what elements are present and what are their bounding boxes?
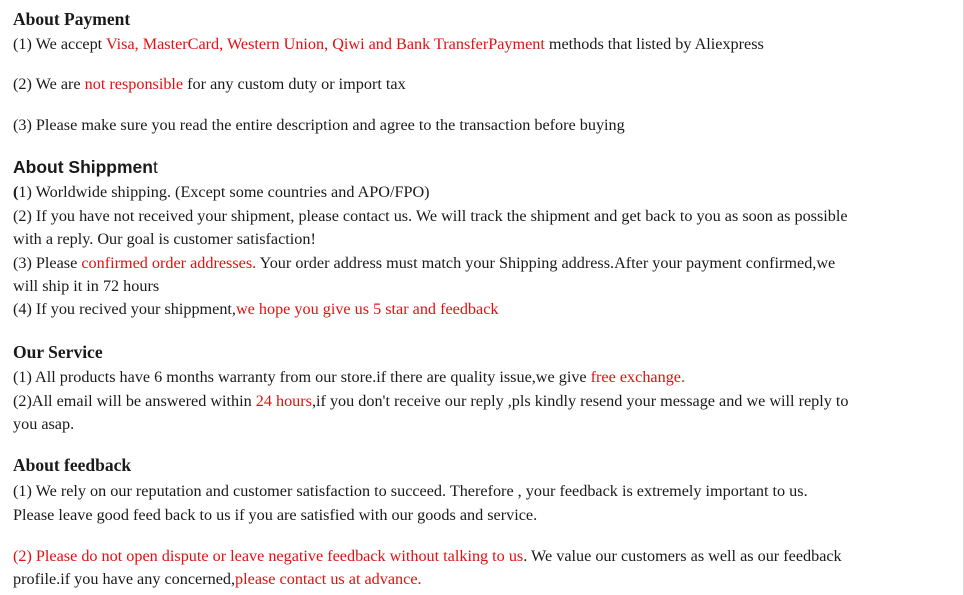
payment-line-2-suffix: for any custom duty or import tax	[183, 75, 406, 93]
shipment-heading-end: t	[152, 157, 158, 177]
shipment-item-4-prefix: (4) If you recived your shippment,	[13, 300, 236, 318]
shipment-heading-main: About Shippmen	[13, 157, 153, 177]
shipment-item-2-line-2: with a reply. Our goal is customer satisfaction!	[13, 230, 316, 248]
feedback-item-2-line-1	[13, 545, 842, 568]
payment-line-1	[13, 33, 764, 56]
feedback-item-2-line-2	[13, 568, 422, 591]
payment-methods-highlight: Visa, MasterCard, Western Union, Qiwi and Bank TransferPayment	[105, 35, 545, 53]
no-dispute-highlight: (2) Please do not open dispute or leave negative feedback without talking to us	[13, 547, 524, 565]
shipment-item-3-suffix: Your order address must match your Shipping address.After your payment confirmed,we	[256, 254, 836, 272]
feedback-item-1-line-2: Please leave good feed back to us if you are satisfied with our goods and service.	[13, 506, 538, 524]
service-item-2-line-2: you asap.	[13, 415, 75, 433]
shipment-item-3-line-1	[13, 252, 835, 275]
feedback-heading: About feedback	[13, 455, 132, 475]
shipment-item-2-line-1: (2) If you have not received your shipment, please contact us. We will track the shipment and get back to you as soon as possible	[13, 207, 848, 225]
not-responsible-highlight: not responsible	[84, 75, 184, 93]
shipment-item-1	[13, 181, 430, 204]
feedback-item-1-line-1: (1) We rely on our reputation and customer satisfaction to succeed. Therefore , your feedback is extremely important to us.	[13, 482, 808, 500]
service-item-2-line-1	[13, 390, 849, 413]
shipment-item-1-open: (	[13, 183, 19, 201]
service-heading: Our Service	[13, 342, 103, 362]
service-item-1	[13, 366, 685, 389]
free-exchange-highlight: free exchange.	[590, 368, 686, 386]
payment-line-2	[13, 73, 406, 96]
payment-line-1-suffix: methods that listed by Aliexpress	[544, 35, 764, 53]
service-item-1-prefix: (1) All products have 6 months warranty from our store.if there are quality issue,we give	[13, 368, 591, 386]
payment-line-3: (3) Please make sure you read the entire description and agree to the transaction before buying	[13, 116, 625, 134]
payment-line-1-prefix: (1) We accept	[13, 35, 106, 53]
shipment-item-1-text: 1) Worldwide shipping. (Except some countries and APO/FPO)	[18, 183, 430, 201]
24-hours-highlight: 24 hours	[255, 392, 312, 410]
shipment-item-4	[13, 298, 498, 321]
service-item-2-suffix: ,if you don't receive our reply ,pls kindly resend your message and we will reply to	[311, 392, 849, 410]
feedback-item-2-line-2-prefix: profile.if you have any concerned,	[13, 570, 236, 588]
shipment-item-3-line-2: will ship it in 72 hours	[13, 277, 160, 295]
shipment-item-3-prefix: (3) Please	[13, 254, 82, 272]
confirmed-address-highlight: confirmed order addresses.	[81, 254, 257, 272]
five-star-feedback-highlight: we hope you give us 5 star and feedback	[235, 300, 499, 318]
feedback-item-2-suffix: . We value our customers as well as our feedback	[523, 547, 842, 565]
payment-line-2-prefix: (2) We are	[13, 75, 85, 93]
contact-us-highlight: please contact us at advance.	[235, 570, 422, 588]
shipment-heading	[13, 156, 158, 179]
service-item-2-prefix: (2)All email will be answered within	[13, 392, 256, 410]
payment-heading: About Payment	[13, 9, 131, 29]
